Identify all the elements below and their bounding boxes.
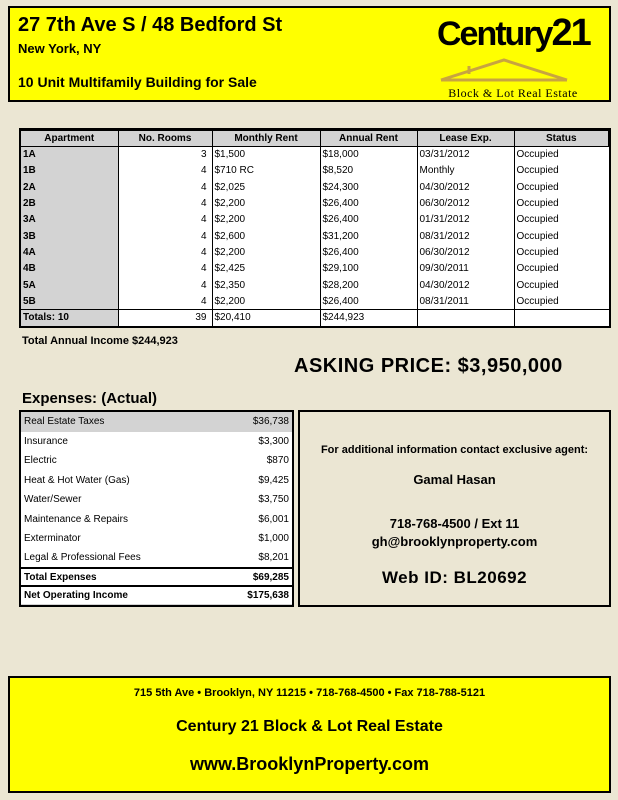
totals-cell: 39: [118, 309, 212, 325]
table-cell: Monthly: [417, 163, 514, 179]
table-row: [21, 147, 609, 163]
table-cell: 2B: [21, 195, 118, 211]
apartment-col-header: Monthly Rent: [212, 131, 320, 147]
table-cell: 08/31/2011: [417, 293, 514, 309]
expense-row: [21, 529, 292, 549]
table-cell: $31,200: [320, 228, 417, 244]
table-cell: $2,025: [212, 179, 320, 195]
table-cell: $2,200: [212, 212, 320, 228]
expense-row: [21, 549, 292, 569]
table-cell: $2,200: [212, 293, 320, 309]
table-cell: Occupied: [514, 147, 609, 163]
expense-row: [21, 471, 292, 491]
apartment-col-header: Lease Exp.: [417, 131, 514, 147]
table-cell: 4: [118, 179, 212, 195]
table-cell: $2,200: [212, 195, 320, 211]
expense-label: Legal & Professional Fees: [21, 549, 207, 569]
property-address: 27 7th Ave S / 48 Bedford St: [18, 14, 283, 36]
table-cell: 03/31/2012: [417, 147, 514, 163]
table-cell: 4A: [21, 244, 118, 260]
total-expenses-value: $69,285: [207, 568, 292, 586]
expense-row: [21, 412, 292, 432]
table-cell: $26,400: [320, 244, 417, 260]
apartment-table: [21, 130, 609, 326]
table-cell: $2,200: [212, 244, 320, 260]
table-row: [21, 228, 609, 244]
table-cell: 4: [118, 163, 212, 179]
footer-banner: [8, 676, 611, 793]
table-cell: Occupied: [514, 293, 609, 309]
table-cell: 4: [118, 293, 212, 309]
expense-value: $9,425: [207, 471, 292, 491]
table-cell: $710 RC: [212, 163, 320, 179]
table-cell: 06/30/2012: [417, 244, 514, 260]
noi-value: $175,638: [207, 586, 292, 604]
table-cell: 4: [118, 261, 212, 277]
table-cell: 1B: [21, 163, 118, 179]
company-website[interactable]: www.BrooklynProperty.com: [189, 754, 430, 774]
table-cell: 5A: [21, 277, 118, 293]
table-cell: Occupied: [514, 244, 609, 260]
apartment-col-header: No. Rooms: [118, 131, 212, 147]
table-cell: $8,520: [320, 163, 417, 179]
expense-value: $8,201: [207, 549, 292, 569]
expense-label: Real Estate Taxes: [21, 412, 207, 432]
asking-price: ASKING PRICE: $3,950,000: [294, 355, 563, 377]
table-cell: 1A: [21, 147, 118, 163]
total-expenses-row: [21, 568, 292, 586]
property-city: New York, NY: [18, 41, 102, 56]
table-cell: 3A: [21, 212, 118, 228]
logo-roof-icon: [439, 56, 569, 82]
table-cell: $26,400: [320, 195, 417, 211]
table-cell: $2,350: [212, 277, 320, 293]
table-cell: 04/30/2012: [417, 277, 514, 293]
table-row: [21, 195, 609, 211]
totals-row: [21, 309, 609, 325]
table-cell: 4B: [21, 261, 118, 277]
table-cell: 06/30/2012: [417, 195, 514, 211]
expense-label: Exterminator: [21, 529, 207, 549]
table-cell: $18,000: [320, 147, 417, 163]
header-banner: [8, 6, 611, 102]
apartment-col-header: Annual Rent: [320, 131, 417, 147]
table-cell: 3B: [21, 228, 118, 244]
century21-logo: [425, 12, 601, 100]
expense-row: [21, 432, 292, 452]
table-cell: Occupied: [514, 179, 609, 195]
table-cell: 5B: [21, 293, 118, 309]
table-cell: Occupied: [514, 277, 609, 293]
table-cell: $1,500: [212, 147, 320, 163]
company-name: Century 21 Block & Lot Real Estate: [176, 718, 443, 735]
table-cell: 04/30/2012: [417, 179, 514, 195]
table-cell: 4: [118, 212, 212, 228]
table-cell: Occupied: [514, 212, 609, 228]
agent-contact-box: [298, 410, 611, 607]
table-cell: 2A: [21, 179, 118, 195]
table-cell: 3: [118, 147, 212, 163]
totals-cell: [417, 309, 514, 325]
table-cell: 4: [118, 228, 212, 244]
expense-row: [21, 451, 292, 471]
totals-cell: Totals: 10: [21, 309, 118, 325]
expense-value: $6,001: [207, 510, 292, 530]
logo-wordmark: Century21: [437, 12, 590, 54]
web-id: Web ID: BL20692: [381, 568, 528, 587]
table-cell: Occupied: [514, 195, 609, 211]
table-cell: Occupied: [514, 228, 609, 244]
table-row: [21, 244, 609, 260]
total-annual-income: Total Annual Income $244,923: [22, 335, 178, 347]
expense-label: Electric: [21, 451, 207, 471]
total-expenses-label: Total Expenses: [21, 568, 207, 586]
table-cell: $26,400: [320, 212, 417, 228]
table-row: [21, 212, 609, 228]
expenses-title: Expenses: (Actual): [22, 390, 158, 407]
table-cell: 01/31/2012: [417, 212, 514, 228]
noi-label: Net Operating Income: [21, 586, 207, 604]
agent-name: Gamal Hasan: [413, 472, 496, 487]
expense-value: $36,738: [207, 412, 292, 432]
totals-cell: $20,410: [212, 309, 320, 325]
table-cell: 4: [118, 277, 212, 293]
agent-email[interactable]: gh@brooklynproperty.com: [371, 534, 538, 549]
table-cell: Occupied: [514, 163, 609, 179]
expense-row: [21, 510, 292, 530]
expense-value: $3,750: [207, 490, 292, 510]
table-cell: $2,425: [212, 261, 320, 277]
table-row: [21, 163, 609, 179]
totals-cell: [514, 309, 609, 325]
expense-label: Water/Sewer: [21, 490, 207, 510]
table-cell: $24,300: [320, 179, 417, 195]
expense-label: Maintenance & Repairs: [21, 510, 207, 530]
agent-phone: 718-768-4500 / Ext 11: [389, 516, 520, 531]
table-cell: 4: [118, 195, 212, 211]
table-cell: 4: [118, 244, 212, 260]
apartment-col-header: Status: [514, 131, 609, 147]
office-address-line: 715 5th Ave • Brooklyn, NY 11215 • 718-768-4500 • Fax 718-788-5121: [133, 687, 486, 699]
table-row: [21, 277, 609, 293]
table-cell: $29,100: [320, 261, 417, 277]
expense-label: Heat & Hot Water (Gas): [21, 471, 207, 491]
apartment-table-frame: [19, 128, 611, 328]
logo-subtitle: Block & Lot Real Estate: [448, 86, 578, 100]
apartment-col-header: Apartment: [21, 131, 118, 147]
expenses-table: [21, 412, 292, 604]
expense-value: $870: [207, 451, 292, 471]
table-cell: $2,600: [212, 228, 320, 244]
expenses-table-frame: [19, 410, 294, 607]
expense-value: $3,300: [207, 432, 292, 452]
listing-subtitle: 10 Unit Multifamily Building for Sale: [18, 74, 257, 90]
agent-intro: For additional information contact exclusive agent:: [320, 444, 589, 456]
table-cell: Occupied: [514, 261, 609, 277]
expense-value: $1,000: [207, 529, 292, 549]
table-cell: 09/30/2011: [417, 261, 514, 277]
table-row: [21, 261, 609, 277]
expense-label: Insurance: [21, 432, 207, 452]
expense-row: [21, 490, 292, 510]
table-row: [21, 293, 609, 309]
table-cell: $28,200: [320, 277, 417, 293]
table-row: [21, 179, 609, 195]
totals-cell: $244,923: [320, 309, 417, 325]
table-cell: $26,400: [320, 293, 417, 309]
noi-row: [21, 586, 292, 604]
table-cell: 08/31/2012: [417, 228, 514, 244]
